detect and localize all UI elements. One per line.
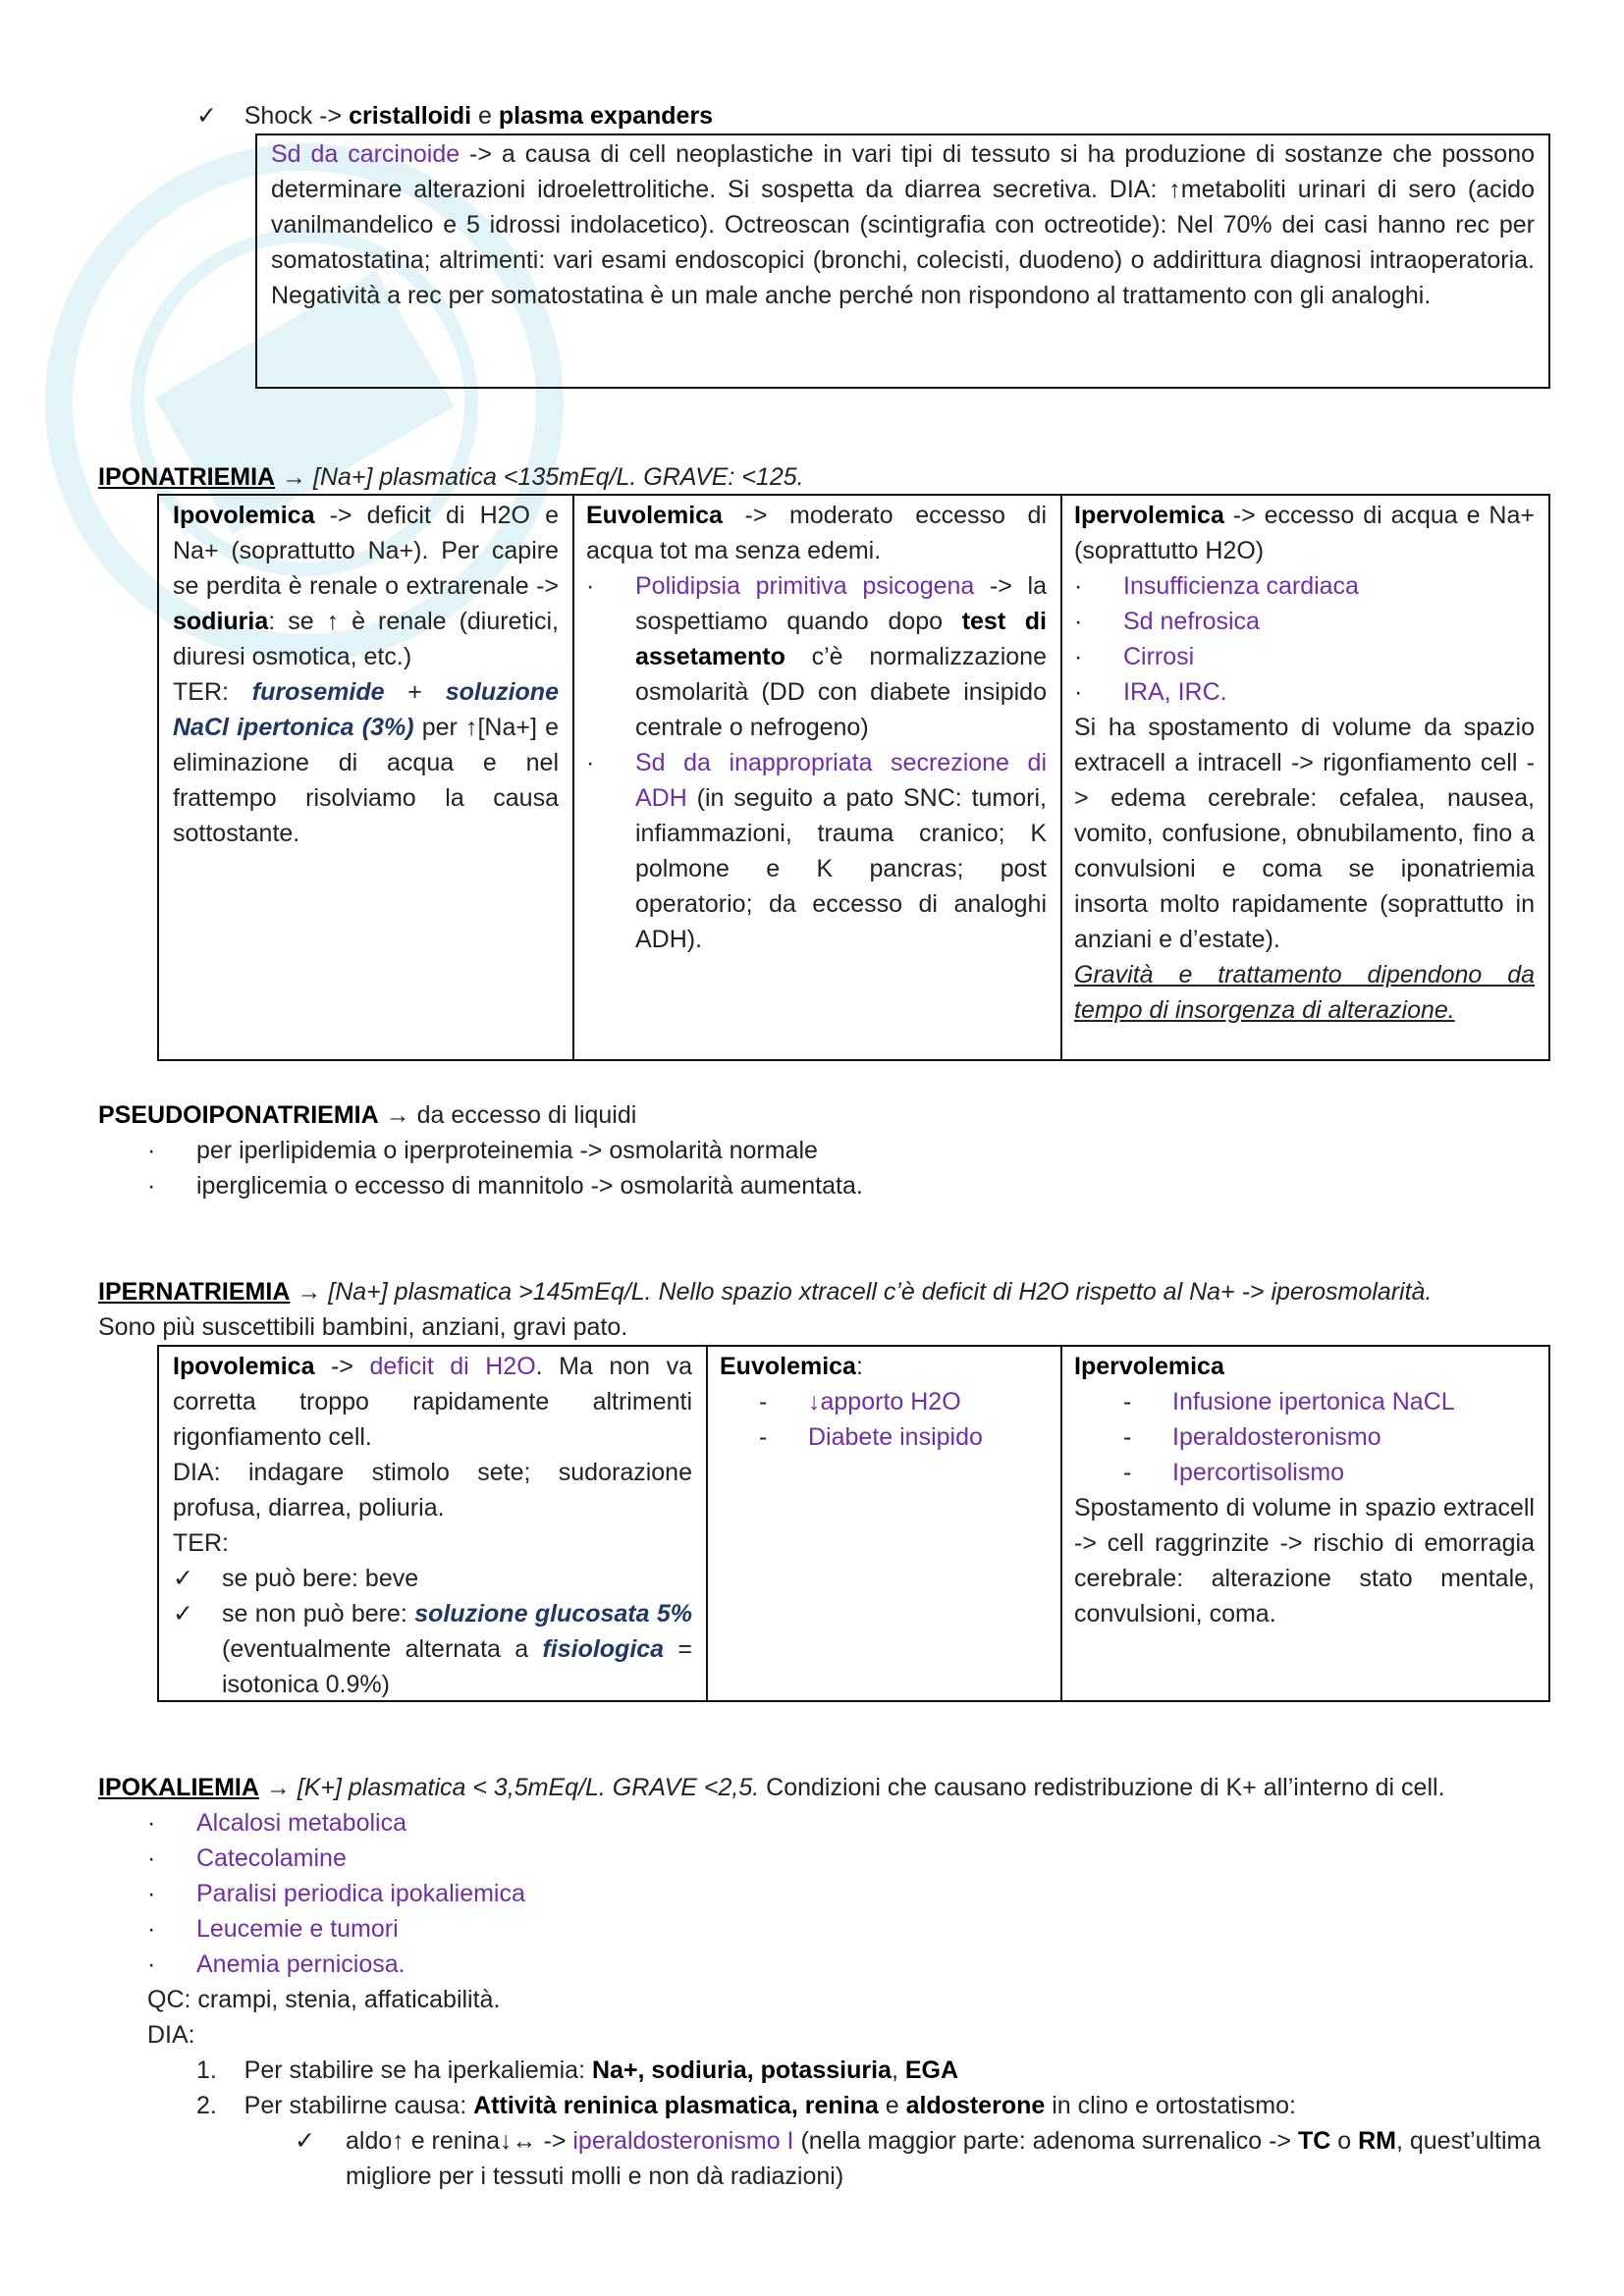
ipok-substep [295, 2123, 1551, 2194]
ipo-col3-item: Cirrosi [1123, 643, 1195, 670]
iper-col1-purple1: deficit di H2O [369, 1353, 536, 1380]
iper-col-ipovolemica [159, 1347, 706, 1702]
ipokaliemia-title: IPOKALIEMIA [98, 1774, 259, 1801]
ipo-col1-text3: per ↑[Na+] e eliminazione di acqua e nel frattempo risolviamo la causa sottostante. [173, 714, 559, 847]
iper-col1-head: Ipovolemica [173, 1353, 315, 1380]
checkmark-icon: ✓ [196, 101, 217, 130]
ipok-item: Leucemie e tumori [196, 1915, 399, 1943]
shock-conj: e [471, 102, 499, 130]
list-item: - Infusione ipertonica NaCL [1123, 1388, 1455, 1415]
ipo-col2-item1-text2: c’è normalizzazione osmolarità (DD con diabete insipido centrale o nefrogeno) [635, 643, 1047, 741]
checkmark-icon: ✓ [295, 2126, 315, 2155]
iper-col2-head: Euvolemica [720, 1353, 856, 1380]
list-item: · Leucemie e tumori [147, 1915, 399, 1943]
ipok-item: Catecolamine [196, 1844, 347, 1872]
ipok-sub-b1: TC [1297, 2127, 1331, 2155]
pseudo-item: iperglicemia o eccesso di mannitolo -> osmolarità aumentata. [196, 1172, 863, 1200]
list-item: · Catecolamine [147, 1844, 347, 1872]
ipo-col2-item1-title: Polidipsia primitiva psicogena [635, 572, 975, 600]
arrow-right-icon: → [290, 1278, 329, 1306]
ipok-step2-bold: Attività reninica plasmatica, renina [473, 2092, 879, 2119]
shock-line [196, 98, 713, 133]
ipok-sub-text: (nella maggior parte: adenoma surrenalico -> [793, 2127, 1298, 2155]
ipok-step2-pre: Per stabilirne causa: [244, 2092, 474, 2119]
iper-col1-check2-post: = isotonica 0.9%) [222, 1635, 693, 1698]
iper-col1-check2-drug: soluzione glucosata 5% [414, 1600, 692, 1628]
ipok-sub-o: o [1330, 2127, 1359, 2155]
iper-col1-dia: DIA: indagare stimolo sete; sudorazione profusa, diarrea, poliuria. [173, 1459, 692, 1522]
ipo-col3-item: Insufficienza cardiaca [1123, 572, 1359, 600]
ipo-col1-text1: -> deficit di H2O e Na+ (soprattutto Na+). Per capire se perdita è renale o extrarenale -> [173, 502, 559, 600]
ipo-col2-item2-title: Sd da inappropriata secrezione di ADH [635, 749, 1047, 812]
ipok-step2-post: in clino e ortostatismo: [1045, 2092, 1296, 2119]
list-item: - Iperaldosteronismo [1123, 1423, 1381, 1451]
ipokaliemia-def: [K+] plasmatica < 3,5mEq/L. GRAVE <2,5. [297, 1774, 760, 1801]
list-item: · Anemia perniciosa. [147, 1950, 406, 1978]
iper-col1-check1: se può bere: beve [222, 1565, 419, 1592]
ipo-col3-item: Sd nefrosica [1123, 608, 1260, 635]
checkmark-icon: ✓ [173, 1599, 193, 1628]
iper-col2-item: Diabete insipido [808, 1423, 983, 1451]
arrow-right-icon: → [258, 1774, 298, 1801]
ipokaliemia-heading [98, 1770, 1571, 1805]
iper-col3-item: Ipercortisolismo [1172, 1459, 1345, 1486]
ipernatriemia-heading [98, 1274, 1551, 1345]
ipernatriemia-def2: Sono più suscettibili bambini, anziani, gravi pato. [98, 1313, 628, 1341]
ipo-col1-text2: : se ↑ è renale (diuretici, diuresi osmotica, etc.) [173, 608, 559, 670]
list-item: · iperglicemia o eccesso di mannitolo -> osmolarità aumentata. [147, 1172, 863, 1200]
ipo-col3-text2: Si ha spostamento di volume da spazio extracell a intracell -> rigonfiamento cell -> edema cerebrale: cefalea, nausea, vomito, confusione, obnubilamento, fino a convulsioni e coma se iponatriemia insorta molto rapidamente (soprattutto in anziani e d’estate). [1074, 714, 1535, 953]
iper-col1-ter: TER: [173, 1529, 229, 1557]
ipernatriemia-table [157, 1345, 1550, 1702]
ipo-col2-item1-bold: test di assetamento [635, 608, 1047, 670]
carcinoide-box [255, 133, 1550, 389]
ipok-item: Anemia perniciosa. [196, 1950, 406, 1978]
iper-col1-arrow: -> [314, 1353, 370, 1380]
iper-col1-check2-drug2: fisiologica [542, 1635, 665, 1663]
ipernatriemia-def: [Na+] plasmatica >145mEq/L. Nello spazio xtracell c’è deficit di H2O rispetto al Na+ -> iperosmolarità. [328, 1278, 1433, 1306]
ipokaliemia-def2: Condizioni che causano redistribuzione di K+ all’interno di cell. [759, 1774, 1445, 1801]
ipo-col1-head: Ipovolemica [173, 502, 315, 529]
carcinoide-text: -> a causa di cell neoplastiche in vari tipi di tessuto si ha produzione di sostanze che possono determinare alterazioni idroelettrolitiche. Si sospetta da diarrea secretiva. DIA: ↑metaboliti urinari di sero (acido vanilmandelico e 5 idrossi indolacetico). Octreoscan (scintigrafia con octreotide): Nel 70% dei casi hanno rec per somatostatina; altrimenti: vari esami endoscopici (bronchi, colecisti, duodeno) o addirittura diagnosi intraoperatoria. Negatività a rec per somatostatina è un male anche perché non rispondono al trattamento con gli analoghi. [271, 140, 1536, 309]
checkmark-icon: ✓ [173, 1564, 193, 1592]
ipo-col3-note: Gravità e trattamento dipendono da tempo di insorgenza di alterazione. [1074, 961, 1535, 1024]
ipok-step2-mid: e [878, 2092, 906, 2119]
list-item: - Ipercortisolismo [1123, 1459, 1345, 1486]
ipo-col1-drug2: soluzione NaCl ipertonica (3%) [173, 678, 559, 741]
carcinoide-title: Sd da carcinoide [271, 140, 460, 168]
iper-col3-text: Spostamento di volume in spazio extracell -> cell raggrinzite -> rischio di emorragia cerebrale: alterazione stato mentale, convulsioni, coma. [1074, 1494, 1535, 1628]
ipok-sub-post: , quest’ultima migliore per i tessuti molli e non dà radiazioni) [346, 2127, 1542, 2190]
list-item: · Polidipsia primitiva psicogena -> la sospettiamo quando dopo test di assetamento c’è normalizzazione osmolarità (DD con diabete insipido centrale o nefrogeno) [586, 572, 1047, 741]
ipok-step1-mid: , [891, 2056, 905, 2084]
ipo-col3-head: Ipervolemica [1074, 502, 1224, 529]
iponatriemia-title: IPONATRIEMIA [98, 463, 276, 491]
ipok-sub-purple: iperaldosteronismo I [572, 2127, 794, 2155]
ipokaliemia-causes [147, 1805, 1129, 1982]
ipo-col-euvolemica [572, 496, 1060, 957]
ipo-col2-text1: -> moderato eccesso di acqua tot ma senza edemi. [586, 502, 1047, 564]
ipok-item: Paralisi periodica ipokaliemica [196, 1880, 525, 1907]
pseudo-title: PSEUDOIPONATRIEMIA [98, 1101, 379, 1129]
iponatriemia-heading [98, 459, 804, 495]
list-item: · Sd nefrosica [1074, 608, 1260, 635]
ipok-dia: DIA: [147, 2021, 195, 2049]
iper-col-euvolemica [706, 1347, 1060, 1455]
ipo-col1-ter: TER: [173, 678, 252, 706]
ipok-sub-b2: RM [1358, 2127, 1396, 2155]
list-item: - Diabete insipido [759, 1423, 983, 1451]
iper-col1-text1: . Ma non va corretta troppo rapidamente altrimenti rigonfiamento cell. [173, 1353, 692, 1451]
ipok-step1: 1. Per stabilire se ha iperkaliemia: Na+, sodiuria, potassiuria, EGA [196, 2056, 959, 2084]
list-item: · Insufficienza cardiaca [1074, 572, 1359, 600]
ipok-step1-bold2: EGA [904, 2056, 959, 2084]
ipok-item: Alcalosi metabolica [196, 1809, 406, 1837]
iper-col2-item: ↓apporto H2O [808, 1388, 961, 1415]
iper-col-ipervolemica [1060, 1347, 1548, 1631]
list-item: - ↓apporto H2O [759, 1388, 961, 1415]
ipo-col2-item2-text: (in seguito a pato SNC: tumori, infiammazioni, trauma cranico; K polmone e K pancras; post operatorio; da eccesso di analoghi ADH). [635, 784, 1047, 953]
list-item: · Sd da inappropriata secrezione di ADH (in seguito a pato SNC: tumori, infiammazioni, trauma cranico; K polmone e K pancras; post operatorio; da eccesso di analoghi ADH). [586, 749, 1047, 953]
pseudo-item: per iperlipidemia o iperproteinemia -> osmolarità normale [196, 1137, 818, 1164]
arrow-right-icon: → [378, 1101, 417, 1129]
ipo-col1-plus: + [384, 678, 446, 706]
list-item: · Cirrosi [1074, 643, 1195, 670]
list-item [173, 1561, 692, 1596]
shock-term1: cristalloidi [349, 102, 472, 130]
ipo-col2-item1-text1: -> la sospettiamo quando dopo [635, 572, 1047, 635]
list-item [173, 1596, 692, 1702]
ipok-sub-pre: aldo↑ e renina↓↔ -> [346, 2127, 573, 2155]
iper-col2-colon: : [855, 1353, 863, 1380]
ipok-step1-pre: Per stabilire se ha iperkaliemia: [244, 2056, 592, 2084]
iper-col3-item: Infusione ipertonica NaCL [1172, 1388, 1455, 1415]
list-item: · Paralisi periodica ipokaliemica [147, 1880, 525, 1907]
ipok-qc: QC: crampi, stenia, affaticabilità. [147, 1986, 501, 2013]
ipok-step2-bold2: aldosterone [905, 2092, 1046, 2119]
ipo-col-ipovolemica [159, 496, 572, 851]
list-item: · per iperlipidemia o iperproteinemia -> osmolarità normale [147, 1137, 818, 1164]
ipo-col1-drug1: furosemide [251, 678, 385, 706]
ipo-col3-text1: -> eccesso di acqua e Na+ (soprattutto H2O) [1074, 502, 1535, 564]
shock-term2: plasma expanders [498, 102, 714, 130]
ipok-step2: 2. Per stabilirne causa: Attività reninica plasmatica, renina e aldosterone in clino e ortostatismo: [196, 2092, 1296, 2119]
list-item: · IRA, IRC. [1074, 678, 1227, 706]
ipo-col-ipervolemica [1060, 496, 1548, 1028]
shock-prefix: Shock -> [244, 102, 350, 130]
iper-col3-head: Ipervolemica [1074, 1353, 1224, 1380]
iper-col1-check2-mid: (eventualmente alternata a [222, 1635, 543, 1663]
pseudo-def: da eccesso di liquidi [416, 1101, 637, 1129]
iper-col1-check2-pre: se non può bere: [222, 1600, 415, 1628]
iper-col3-item: Iperaldosteronismo [1172, 1423, 1381, 1451]
pseudo-heading [98, 1097, 636, 1133]
pseudo-list [147, 1133, 1326, 1203]
ipernatriemia-title: IPERNATRIEMIA [98, 1278, 291, 1306]
list-item: · Alcalosi metabolica [147, 1809, 406, 1837]
iponatriemia-table [157, 494, 1550, 1061]
arrow-right-icon: → [275, 463, 313, 491]
ipo-col2-head: Euvolemica [586, 502, 723, 529]
ipo-col3-item: IRA, IRC. [1123, 678, 1227, 706]
ipo-col1-bold1: sodiuria [173, 608, 269, 635]
ipok-step1-bold: Na+, sodiuria, potassiuria [591, 2056, 892, 2084]
iponatriemia-def: [Na+] plasmatica <135mEq/L. GRAVE: <125. [313, 463, 804, 491]
